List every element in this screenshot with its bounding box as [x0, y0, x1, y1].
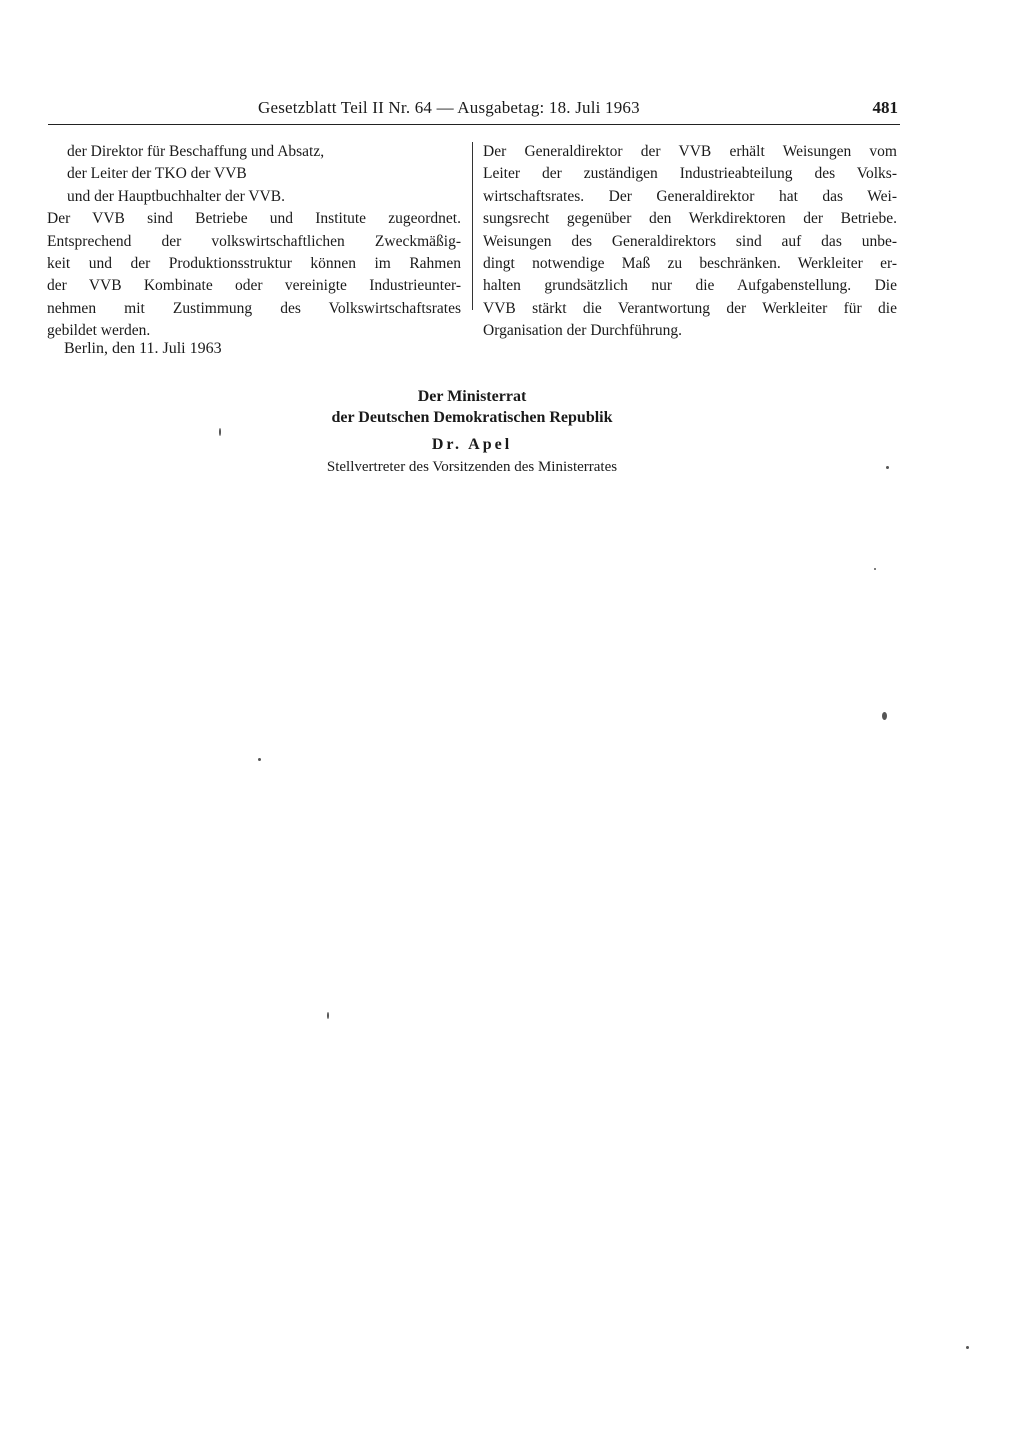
left-column: [47, 141, 461, 343]
scan-speck: [327, 1012, 329, 1019]
header-title: Gesetzblatt Teil II Nr. 64 — Ausgabetag: 18. Juli 1963: [258, 98, 640, 117]
signer-role: Stellvertreter des Vorsitzenden des Ministerrates: [326, 459, 618, 475]
paragraph-line: Weisungen des Generaldirektors sind auf das unbe-: [483, 232, 897, 250]
paragraph-line: sungsrecht gegenüber den Werkdirektoren der Betriebe.: [483, 210, 897, 228]
signature-block: [200, 386, 744, 478]
scan-speck: [966, 1346, 969, 1349]
header-rule: [48, 124, 900, 125]
right-column: [483, 141, 897, 343]
paragraph-line: halten grundsätzlich nur die Aufgabenstellung. Die: [483, 277, 897, 295]
paragraph-line: Organisation der Durchführung.: [483, 322, 683, 340]
paragraph-line: Der Generaldirektor der VVB erhält Weisungen vom: [483, 143, 897, 160]
place-date: Berlin, den 11. Juli 1963: [64, 340, 222, 357]
scan-speck: [258, 758, 261, 761]
signer-name: Dr. Apel: [431, 436, 513, 453]
page-header: [48, 98, 900, 122]
paragraph-line: dingt notwendige Maß zu beschränken. Werkleiter er-: [483, 255, 897, 273]
column-divider: [472, 142, 473, 310]
paragraph-line: Der VVB sind Betriebe und Institute zugeordnet.: [47, 210, 461, 228]
page-number: 481: [872, 98, 898, 117]
scan-speck: [882, 712, 887, 720]
paragraph-line: Leiter der zuständigen Industrieabteilung des Volks-: [483, 165, 897, 183]
paragraph-line: wirtschaftsrates. Der Generaldirektor hat das Wei-: [483, 187, 897, 205]
paragraph-line: gebildet werden.: [47, 322, 151, 340]
list-item: der Direktor für Beschaffung und Absatz,: [67, 143, 325, 160]
paragraph-line: nehmen mit Zustimmung des Volkswirtschaftsrates: [47, 299, 461, 317]
paragraph-line: keit und der Produktionsstruktur können im Rahmen: [47, 255, 461, 273]
scan-speck: [874, 568, 876, 570]
paragraph-line: der VVB Kombinate oder vereinigte Industrieunter-: [47, 277, 461, 295]
scan-speck: [219, 428, 221, 436]
paragraph-line: VVB stärkt die Verantwortung der Werkleiter für die: [483, 299, 897, 317]
issuing-body-line2: der Deutschen Demokratischen Republik: [331, 409, 613, 426]
list-item: und der Hauptbuchhalter der VVB.: [67, 187, 285, 205]
scan-speck: [886, 466, 889, 469]
issuing-body-line1: Der Ministerrat: [417, 388, 527, 405]
list-item: der Leiter der TKO der VVB: [67, 165, 247, 183]
paragraph-line: Entsprechend der volkswirtschaftlichen Zweckmäßig-: [47, 232, 461, 250]
